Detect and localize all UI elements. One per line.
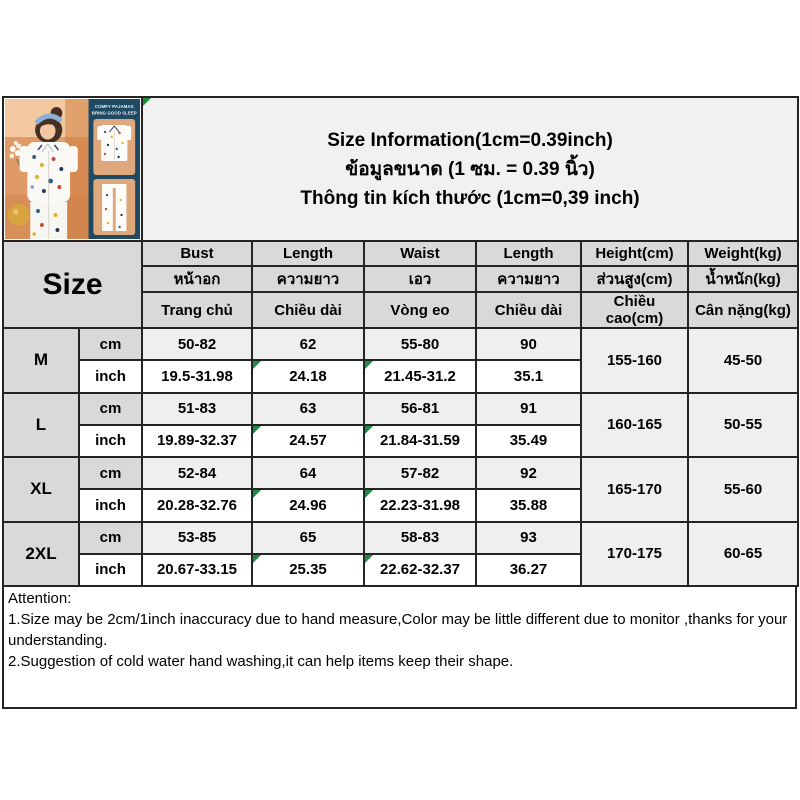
measure-value-cm: 53-85 [142, 522, 252, 554]
card-text-line2: BRING GOOD SLEEP [91, 110, 137, 116]
weight-value: 50-55 [688, 393, 798, 458]
measure-value-inch: 36.27 [476, 554, 581, 586]
measure-value-cm: 57-82 [364, 457, 476, 489]
measure-value-cm: 93 [476, 522, 581, 554]
attention-line-2: 2.Suggestion of cold water hand washing,it can help items keep their shape. [8, 653, 514, 670]
title-line-th: ข้อมูลขนาด (1 ซม. = 0.39 นิ้ว) [345, 158, 595, 180]
measure-value-inch: 20.67-33.15 [142, 554, 252, 586]
column-header-en-3: Length [476, 241, 581, 266]
height-value: 155-160 [581, 328, 688, 393]
attention-line-1: 1.Size may be 2cm/1inch inaccuracy due to hand measure,Color may be little different due to monitor ,thanks for your understanding. [8, 611, 788, 649]
product-image-cell [3, 97, 142, 241]
size-row-label: M [3, 328, 79, 393]
unit-label-cm: cm [79, 393, 142, 425]
column-header-vi-5: Cân nặng(kg) [688, 292, 798, 328]
measure-value-inch: 24.18 [252, 360, 364, 392]
measure-value-cm: 62 [252, 328, 364, 360]
measure-value-inch: 35.49 [476, 425, 581, 457]
measure-value-inch: 21.45-31.2 [364, 360, 476, 392]
column-header-vi-4: Chiều cao(cm) [581, 292, 688, 328]
measure-value-cm: 52-84 [142, 457, 252, 489]
column-header-th-0: หน้าอก [142, 266, 252, 292]
size-column-header: Size [3, 241, 142, 328]
column-header-vi-1: Chiều dài [252, 292, 364, 328]
measure-value-cm: 90 [476, 328, 581, 360]
weight-value: 60-65 [688, 522, 798, 587]
column-header-th-1: ความยาว [252, 266, 364, 292]
measure-value-cm: 55-80 [364, 328, 476, 360]
measure-value-cm: 63 [252, 393, 364, 425]
size-row-label: L [3, 393, 79, 458]
column-header-th-3: ความยาว [476, 266, 581, 292]
measure-value-cm: 50-82 [142, 328, 252, 360]
measure-value-inch: 25.35 [252, 554, 364, 586]
measure-value-inch: 22.23-31.98 [364, 489, 476, 521]
height-value: 160-165 [581, 393, 688, 458]
height-value: 170-175 [581, 522, 688, 587]
column-header-th-5: น้ำหนัก(kg) [688, 266, 798, 292]
card-text-line1: COMFY PAJAMAS [94, 103, 134, 110]
unit-label-inch: inch [79, 425, 142, 457]
column-header-th-4: ส่วนสูง(cm) [581, 266, 688, 292]
unit-label-cm: cm [79, 328, 142, 360]
size-row-label: XL [3, 457, 79, 522]
model-photo [5, 99, 89, 239]
weight-value: 55-60 [688, 457, 798, 522]
pajama-card [89, 99, 140, 239]
measure-value-cm: 51-83 [142, 393, 252, 425]
measure-value-inch: 24.96 [252, 489, 364, 521]
attention-heading: Attention: [8, 590, 72, 607]
measure-value-inch: 22.62-32.37 [364, 554, 476, 586]
column-header-vi-2: Vòng eo [364, 292, 476, 328]
measure-value-cm: 64 [252, 457, 364, 489]
column-header-en-1: Length [252, 241, 364, 266]
unit-label-cm: cm [79, 457, 142, 489]
column-header-en-0: Bust [142, 241, 252, 266]
title-line-en: Size Information(1cm=0.39inch) [327, 129, 613, 151]
measure-value-cm: 58-83 [364, 522, 476, 554]
size-row-label: 2XL [3, 522, 79, 587]
measure-value-cm: 91 [476, 393, 581, 425]
unit-label-cm: cm [79, 522, 142, 554]
measure-value-inch: 20.28-32.76 [142, 489, 252, 521]
height-value: 165-170 [581, 457, 688, 522]
attention-note [2, 587, 797, 709]
title-line-vi: Thông tin kích thước (1cm=0,39 inch) [300, 187, 640, 209]
column-header-en-4: Height(cm) [581, 241, 688, 266]
measure-value-inch: 35.88 [476, 489, 581, 521]
column-header-en-2: Waist [364, 241, 476, 266]
measure-value-cm: 92 [476, 457, 581, 489]
column-header-th-2: เอว [364, 266, 476, 292]
pajama-top-illustration [97, 125, 131, 161]
size-info-title-cell [142, 97, 798, 241]
column-header-vi-0: Trang chủ [142, 292, 252, 328]
weight-value: 45-50 [688, 328, 798, 393]
measure-value-inch: 24.57 [252, 425, 364, 457]
measure-value-inch: 19.89-32.37 [142, 425, 252, 457]
measure-value-inch: 35.1 [476, 360, 581, 392]
measure-value-inch: 19.5-31.98 [142, 360, 252, 392]
size-chart-sheet [2, 96, 797, 709]
size-table [2, 96, 799, 587]
column-header-en-5: Weight(kg) [688, 241, 798, 266]
measure-value-cm: 65 [252, 522, 364, 554]
measure-value-cm: 56-81 [364, 393, 476, 425]
measure-value-inch: 21.84-31.59 [364, 425, 476, 457]
column-header-vi-3: Chiều dài [476, 292, 581, 328]
unit-label-inch: inch [79, 360, 142, 392]
product-image [5, 99, 140, 239]
unit-label-inch: inch [79, 489, 142, 521]
unit-label-inch: inch [79, 554, 142, 586]
